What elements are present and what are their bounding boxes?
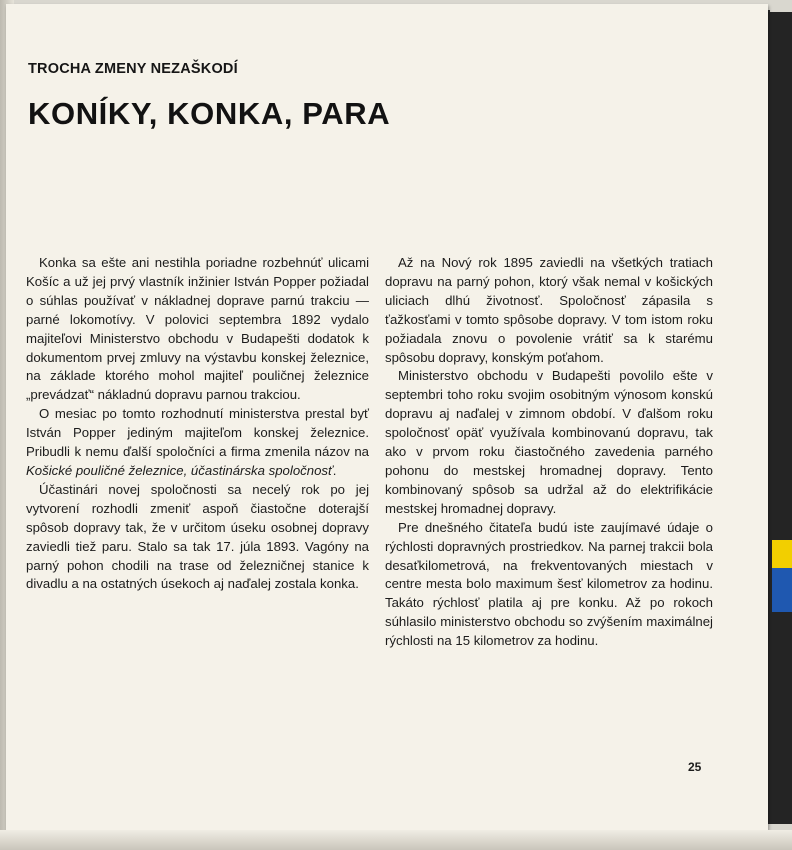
book-page [6,4,768,830]
paragraph: Až na Nový rok 1895 zaviedli na všetkých tratiach dopravu na parný pohon, ktorý však nemal v košických uliciach dlhú životnosť. Spoločnosť zápasila s ťažkosťami v tomto spôsobe dopravy. V tom istom roku požiadala znovu o povolenie vrátiť sa k starému spôsobu dopravy, konským poťahom. [385,255,713,365]
text-column-left [26,254,369,594]
text-column-right [385,254,713,651]
company-name: Košické pouličné železnice, účastinárska spoločnosť [26,462,333,478]
cover-yellow-stripe [772,540,792,568]
paragraph: Konka sa ešte ani nestihla poriadne rozbehnúť ulicami Košíc a už jej prvý vlastník inžinier István Popper požiadal o súhlas používať v nákladnej doprave parnú trakciu — parné lokomotívy. V polovici septembra 1892 vydalo majiteľovi Ministerstvo obchodu v Budapešti dodatok k dokumentom prvej zmluvy na výstavbu konskej železnice, na základe ktorého mohol majiteľ pouličnej železnice „prevádzať“ nákladnú dopravu parnou trakciou. [26,255,369,403]
paragraph: Pre dnešného čitateľa budú iste zaujímavé údaje o rýchlosti dopravných prostriedkov. Na parnej trakcii bola desaťkilometrová, na frekventovaných miestach v centre mesta bolo maximum šesť kilometrov za hodinu. Takáto rýchlosť platila aj pre konku. Až po rokoch súhlasilo ministerstvo obchodu so zvýšením maximálnej rýchlosti na 15 kilometrov za hodinu. [385,519,713,649]
paragraph: Ministerstvo obchodu v Budapešti povolilo ešte v septembri toho roku svojim osobitným výnosom konskú dopravu aj naďalej v zimnom období. V ďalšom roku spoločnosť opäť využívala kombinovanú dopravu, tak ako v prvom roku čiastočného zavedenia parného pohonu do mestskej hromadnej dopravy. Tento kombinovaný spôsob sa udržal až do elektrifikácie mestskej hromadnej dopravy. [385,368,713,516]
page-number: 25 [688,760,702,774]
cover-blue-stripe [772,568,792,612]
page-title: KONÍKY, KONKA, PARA [28,96,391,131]
paragraph-end: . [332,462,337,478]
paragraph-text: O mesiac po tomto rozhodnutí ministerstva prestal byť István Popper jediným majiteľom konskej železnice. Pribudli k nemu ďalší spoločníci a firma zmenila názov na [26,406,369,460]
paragraph: Účastinári novej spoločnosti sa necelý rok po jej vytvorení rozhodli zmeniť aspoň čiastočne doterajší spôsob dopravy tak, že v určitom úseku osobnej dopravy zaviedli tiež paru. Stalo sa tak 17. júla 1893. Vagóny na parný pohon chodili na trase od železničnej stanice k divadlu a na ostatných úsekoch aj naďalej zostala konka. [26,481,369,592]
paragraph [26,405,369,481]
section-kicker: TROCHA ZMENY NEZAŠKODÍ [28,61,238,77]
page-bottom-shadow [0,830,792,850]
